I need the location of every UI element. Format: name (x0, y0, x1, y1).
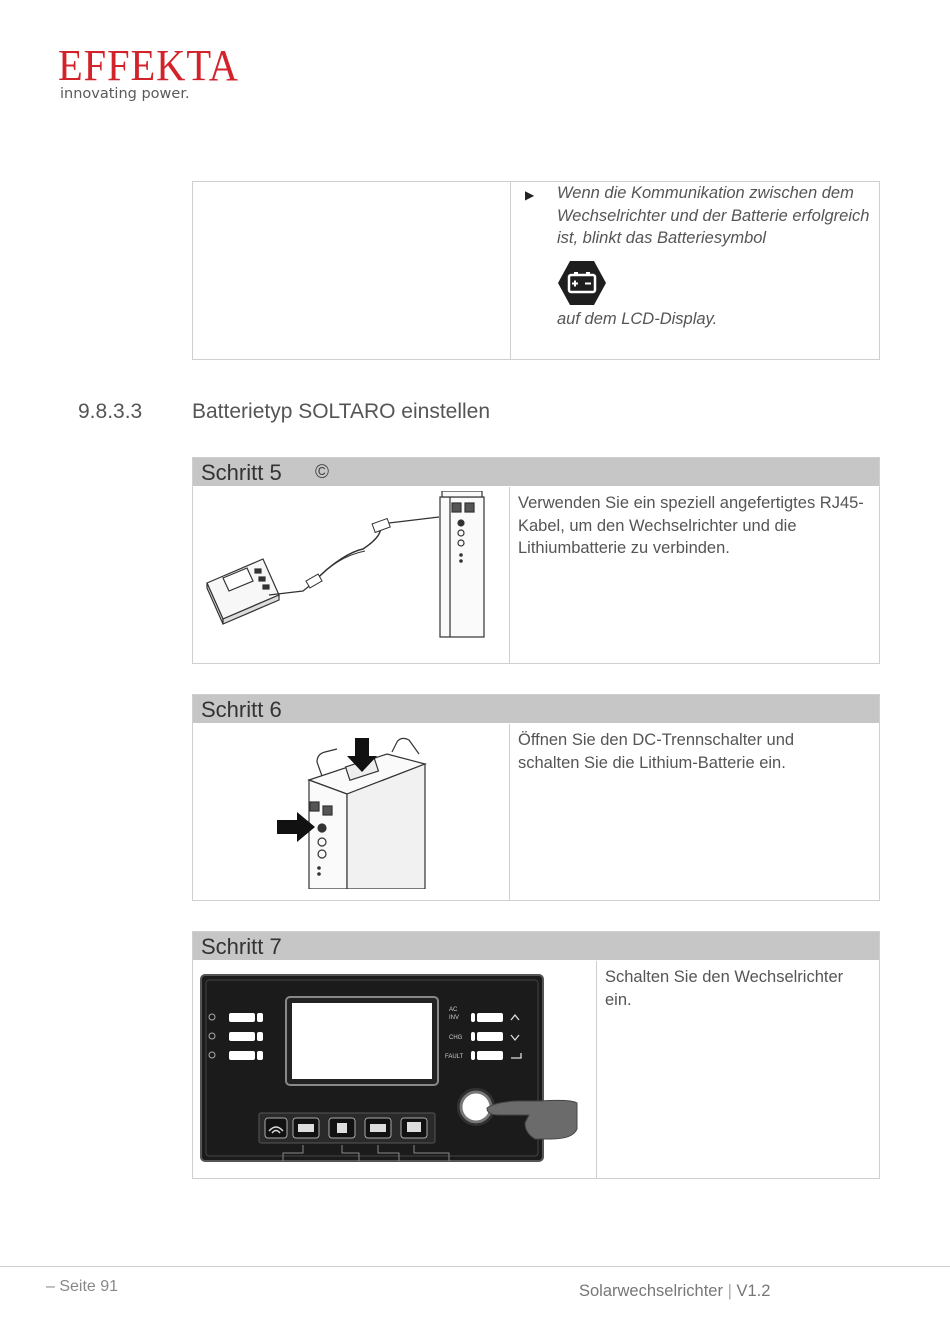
step-6-table (192, 694, 880, 901)
step-7-table (192, 931, 880, 1179)
info-cell (511, 182, 879, 359)
inverter-panel-illustration (199, 973, 589, 1168)
step-5-text: Verwenden Sie ein speziell angefertigtes RJ45-Kabel, um den Wechselrichter und die Lithiumbatterie zu verbinden. (518, 494, 864, 557)
bullet-arrow-icon: ▶ (525, 188, 535, 202)
step-7-image-cell (193, 961, 597, 1178)
step-5-label: Schritt 5 (201, 460, 282, 485)
chg-label: CHG (449, 1035, 463, 1041)
step-5-marker: © (315, 462, 329, 483)
section-number: 9.8.3.3 (78, 400, 143, 423)
step-7-text: Schalten Sie den Wechselrichter ein. (605, 968, 844, 1009)
inv-label: INV (449, 1015, 460, 1021)
logo-wordmark: EFFEKTA (58, 41, 239, 90)
step-7-header (193, 932, 879, 960)
battery-info-table (192, 181, 880, 360)
step-7-label: Schritt 7 (201, 934, 282, 959)
step-6-label: Schritt 6 (201, 697, 282, 722)
rj45-connection-illustration (203, 491, 503, 641)
page-number: – Seite 91 (46, 1278, 119, 1295)
ac-label: AC (449, 1007, 458, 1013)
section-title: Batterietyp SOLTARO einstellen (192, 400, 491, 423)
battery-icon (557, 260, 607, 306)
logo-tagline: innovating power. (60, 86, 190, 102)
footer-doc-info (579, 1282, 770, 1301)
step-6-header (193, 695, 879, 723)
step-6-text: Öffnen Sie den DC-Trennschalter und schalten Sie die Lithium-Batterie ein. (518, 731, 795, 772)
empty-cell (193, 182, 511, 359)
after-icon-text: auf dem LCD-Display. (557, 310, 718, 328)
step-7-text-cell (597, 961, 879, 1178)
step-5-text-cell (510, 487, 879, 663)
step-5-header (193, 458, 879, 486)
doc-title: Solarwechselrichter (579, 1282, 723, 1300)
brand-logo (58, 41, 255, 102)
fault-label: FAULT (445, 1054, 464, 1060)
footer-divider (0, 1266, 950, 1267)
bullet-text: Wenn die Kommunikation zwischen dem Wechselrichter und der Batterie erfolgreich ist, blinkt das Batteriesymbol (557, 184, 870, 247)
doc-version: V1.2 (736, 1282, 771, 1300)
footer-separator: | (727, 1282, 732, 1300)
step-5-table (192, 457, 880, 664)
step-5-image-cell (193, 487, 510, 663)
step-6-text-cell (510, 724, 879, 900)
step-6-image-cell (193, 724, 510, 900)
battery-switch-illustration (197, 724, 497, 889)
